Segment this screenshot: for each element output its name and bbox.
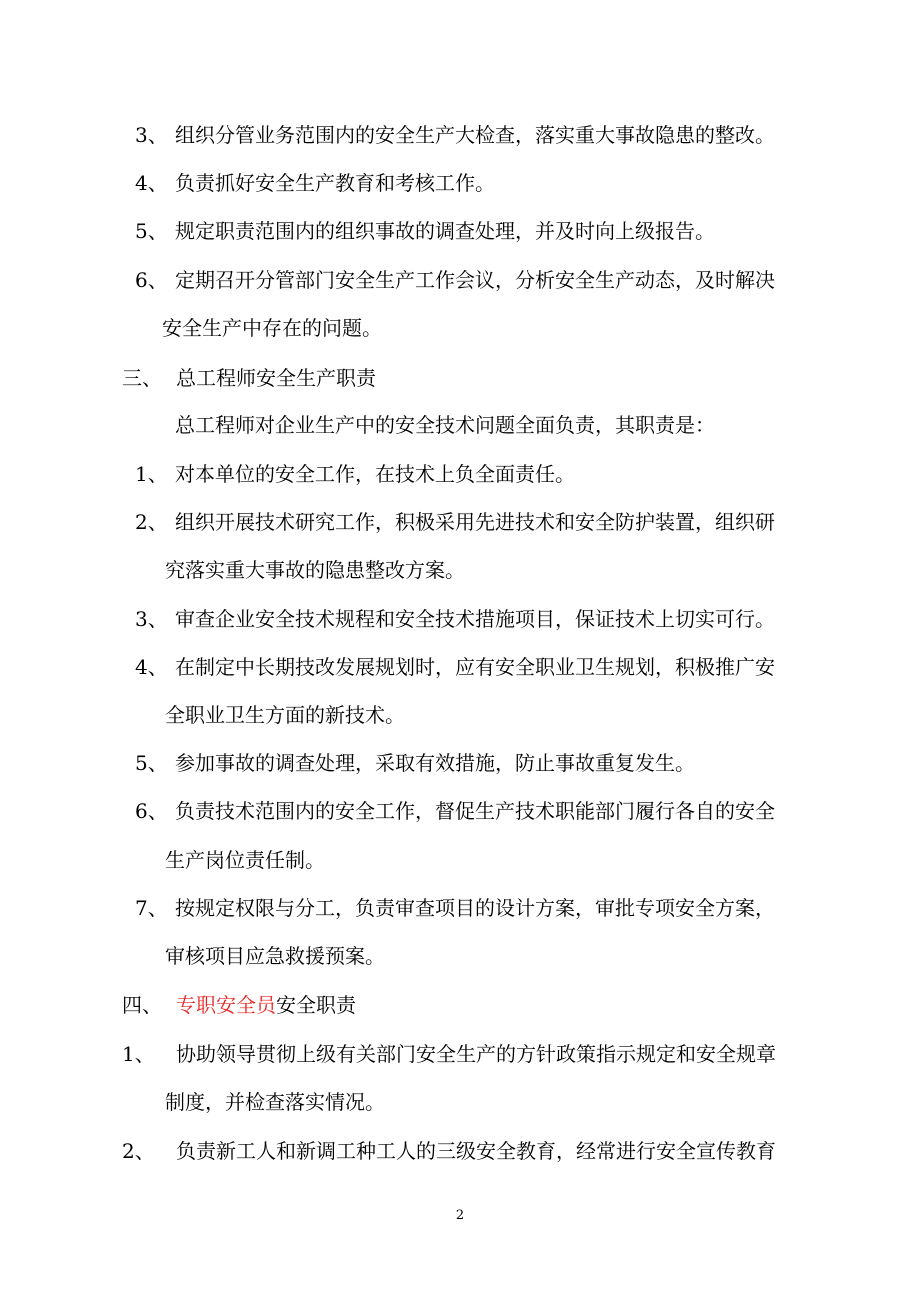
list-item <box>135 219 715 243</box>
section-title: 总工程师安全生产职责 <box>176 366 376 390</box>
item-number: 6、 <box>135 268 168 292</box>
item-text: 负责抓好安全生产教育和考核工作。 <box>175 171 495 195</box>
list-item <box>135 171 495 195</box>
item-text: 参加事故的调查处理，采取有效措施，防止事故重复发生。 <box>175 751 695 775</box>
list-item <box>135 268 775 292</box>
list-item <box>135 799 775 823</box>
item-text: 对本单位的安全工作，在技术上负全面责任。 <box>175 462 575 486</box>
item-text: 审查企业安全技术规程和安全技术措施项目，保证技术上切实可行。 <box>175 607 775 631</box>
list-item <box>135 751 695 775</box>
item-continuation: 审核项目应急救援预案。 <box>165 944 385 968</box>
item-number: 4、 <box>135 655 168 679</box>
section-number: 四、 <box>122 993 162 1017</box>
item-text: 负责新工人和新调工种工人的三级安全教育，经常进行安全宣传教育 <box>176 1139 776 1163</box>
item-text: 协助领导贯彻上级有关部门安全生产的方针政策指示规定和安全规章 <box>176 1042 776 1066</box>
item-number: 6、 <box>135 799 168 823</box>
item-number: 4、 <box>135 171 168 195</box>
item-number: 7、 <box>135 896 168 920</box>
section-intro: 总工程师对企业生产中的安全技术问题全面负责，其职责是： <box>175 413 715 437</box>
item-continuation: 安全生产中存在的问题。 <box>162 316 382 340</box>
item-number: 1、 <box>135 462 168 486</box>
section-number: 三、 <box>122 366 162 390</box>
item-text: 按规定权限与分工，负责审查项目的设计方案，审批专项安全方案， <box>175 896 775 920</box>
item-text: 组织分管业务范围内的安全生产大检查，落实重大事故隐患的整改。 <box>175 123 775 147</box>
list-item <box>135 607 775 631</box>
item-number: 2、 <box>135 510 168 534</box>
item-text: 组织开展技术研究工作，积极采用先进技术和安全防护装置，组织研 <box>175 510 775 534</box>
item-continuation: 全职业卫生方面的新技术。 <box>165 703 405 727</box>
list-item <box>122 1139 776 1163</box>
item-text: 规定职责范围内的组织事故的调查处理，并及时向上级报告。 <box>175 219 715 243</box>
list-item <box>122 1042 776 1066</box>
list-item <box>135 896 775 920</box>
list-item <box>135 655 775 679</box>
section-heading <box>122 993 356 1017</box>
list-item <box>135 123 775 147</box>
item-continuation: 生产岗位责任制。 <box>165 848 325 872</box>
item-number: 3、 <box>135 607 168 631</box>
item-continuation: 制度，并检查落实情况。 <box>165 1090 385 1114</box>
item-number: 5、 <box>135 219 168 243</box>
item-text: 在制定中长期技改发展规划时，应有安全职业卫生规划，积极推广安 <box>175 655 775 679</box>
item-number: 1、 <box>122 1042 155 1066</box>
item-number: 5、 <box>135 751 168 775</box>
item-continuation: 究落实重大事故的隐患整改方案。 <box>165 558 465 582</box>
item-text: 负责技术范围内的安全工作，督促生产技术职能部门履行各自的安全 <box>175 799 775 823</box>
section-heading <box>122 366 376 390</box>
item-number: 3、 <box>135 123 168 147</box>
item-number: 2、 <box>122 1139 155 1163</box>
item-text: 定期召开分管部门安全生产工作会议，分析安全生产动态，及时解决 <box>175 268 775 292</box>
section-title: 安全职责 <box>276 993 356 1017</box>
page-number: 2 <box>455 1208 465 1223</box>
list-item <box>135 462 575 486</box>
list-item <box>135 510 775 534</box>
section-title-highlight: 专职安全员 <box>176 993 276 1017</box>
